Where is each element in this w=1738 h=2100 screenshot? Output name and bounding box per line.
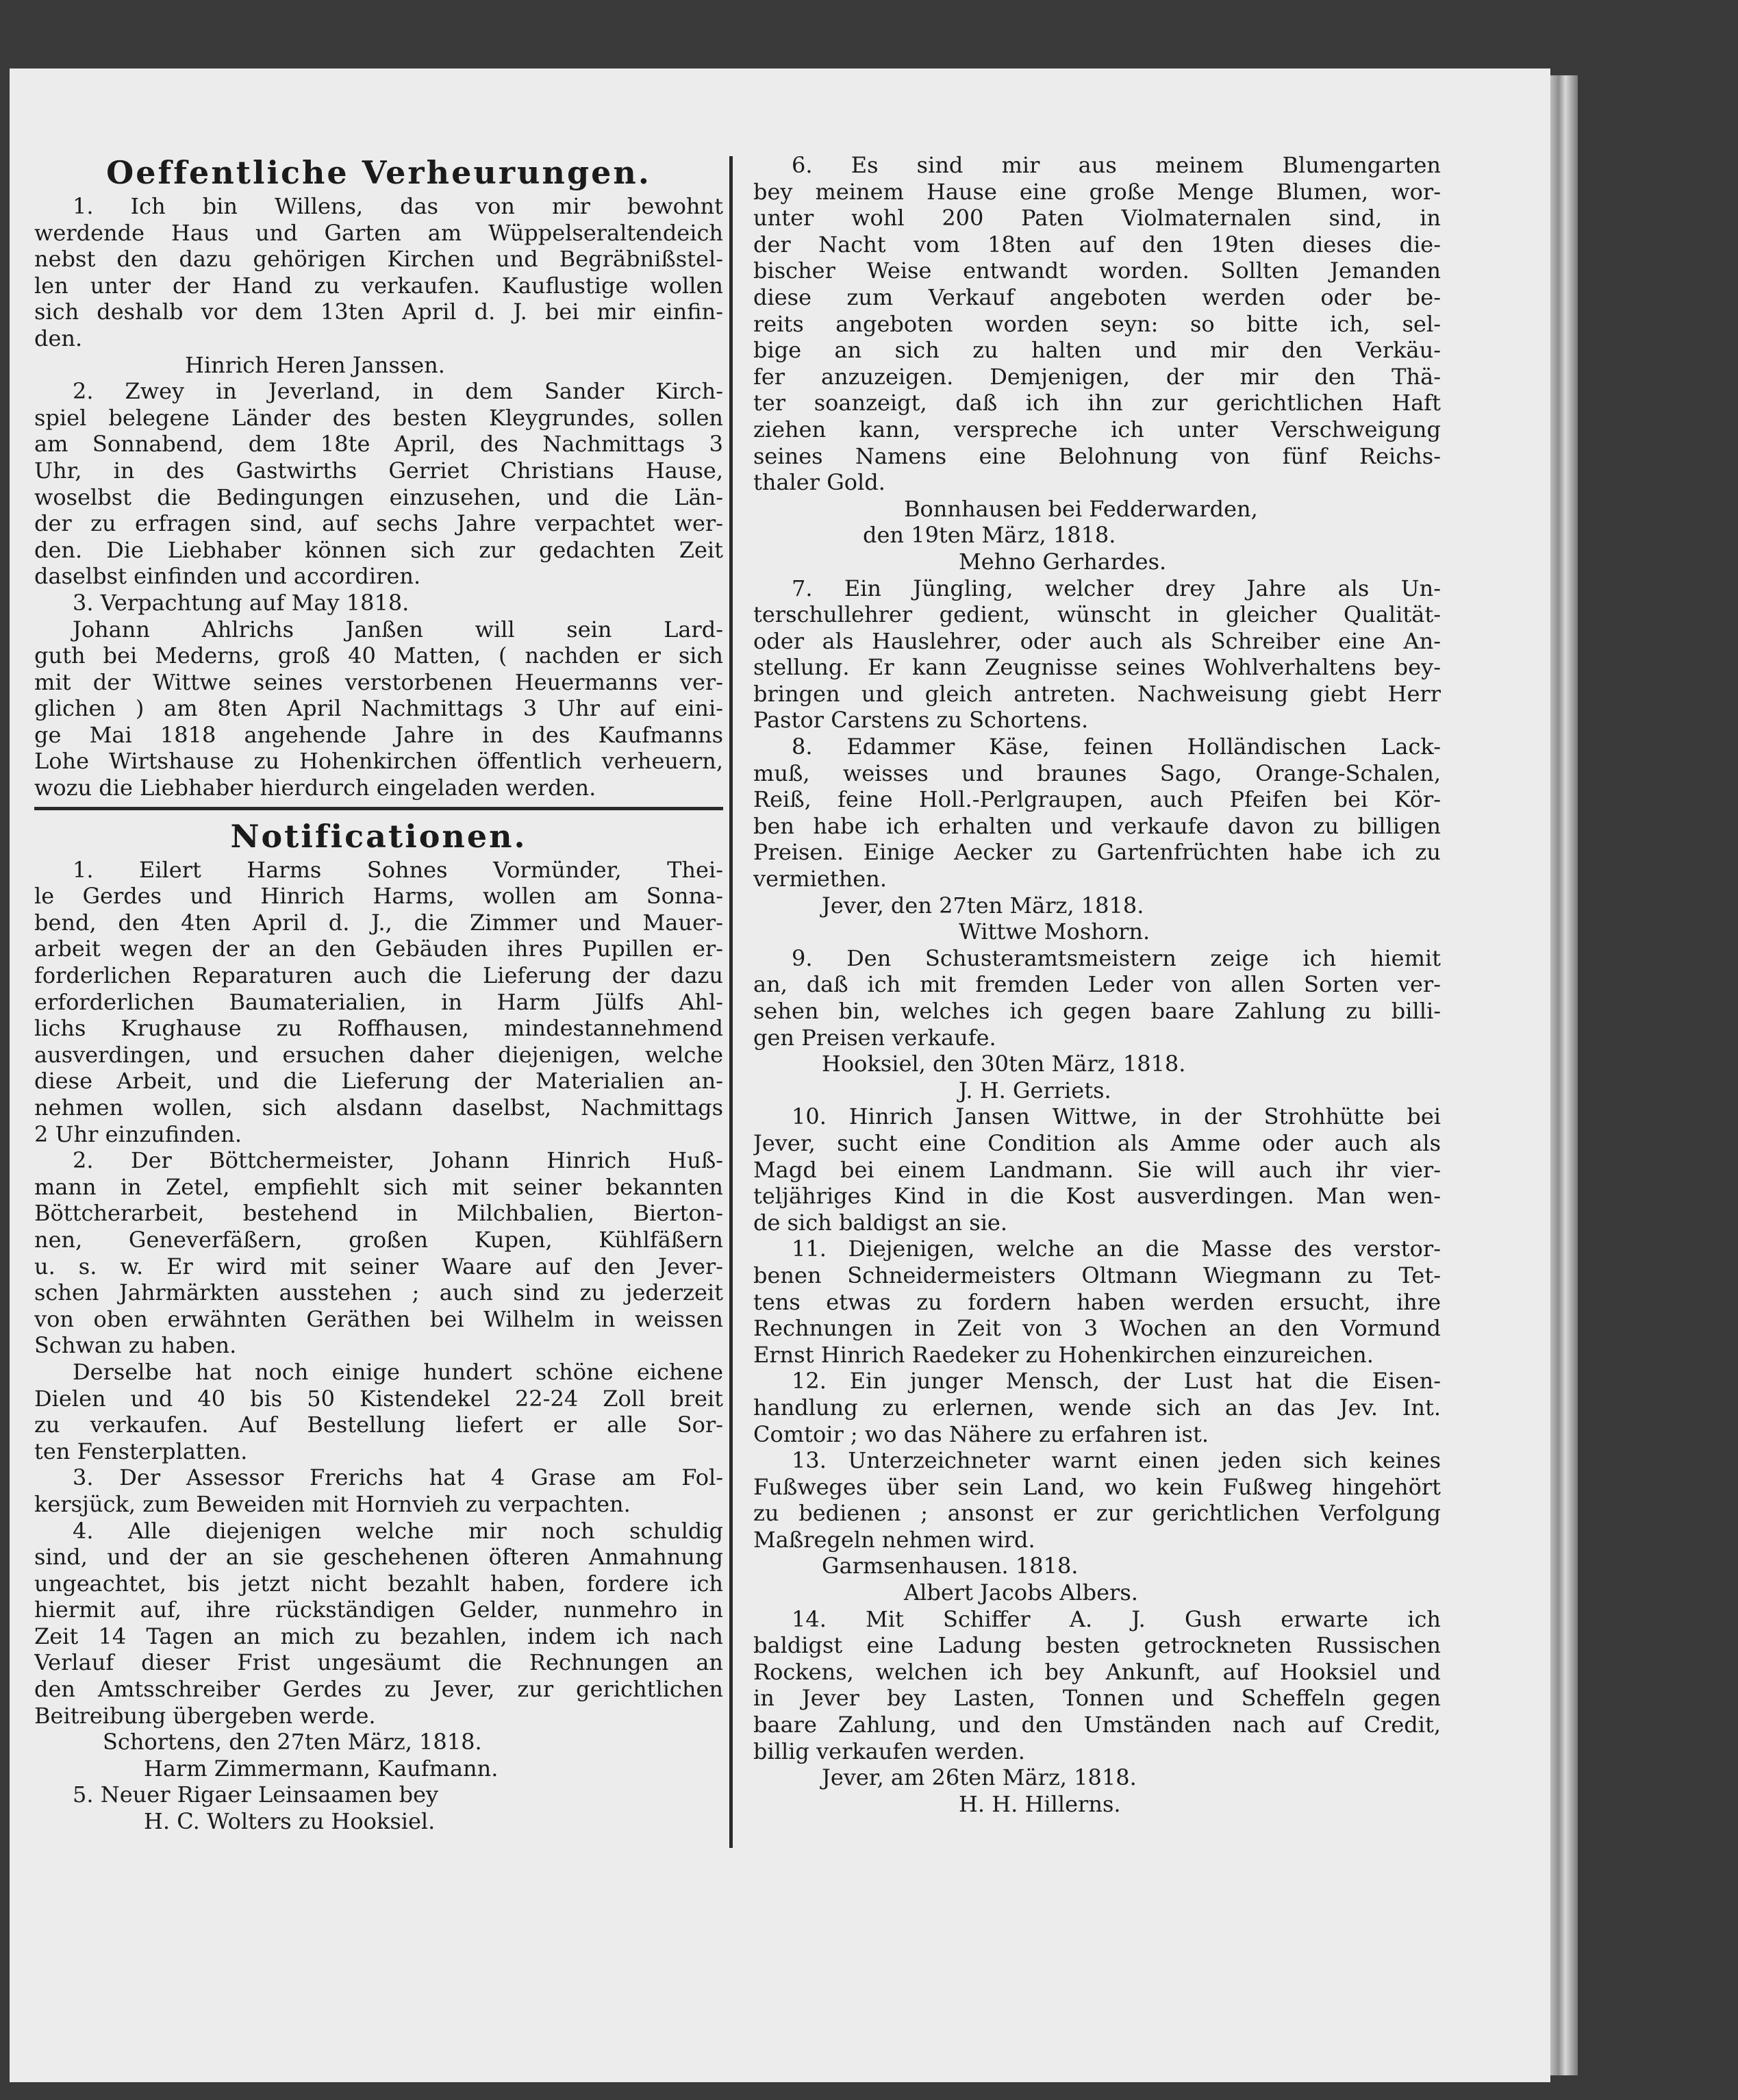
text-line: Maßregeln nehmen wird. <box>753 1526 1035 1553</box>
text-line: forderlichen Reparaturen auch die Lieferung der dazu <box>34 962 723 989</box>
text-line: der zu erfragen sind, auf sechs Jahre verpachtet wer- <box>34 510 723 537</box>
text-line: Rechnungen in Zeit von 3 Wochen an den Vormund <box>753 1315 1441 1342</box>
text-line: fer anzuzeigen. Demjenigen, der mir den Thä- <box>753 363 1441 390</box>
text-line: hiermit auf, ihre rückständigen Gelder, nunmehro in <box>34 1597 723 1623</box>
heading-oeffentliche-verheurungen: Oeffentliche Verheurungen. <box>106 154 651 191</box>
text-line: terschullehrer gedient, wünscht in gleicher Qualität- <box>753 601 1441 628</box>
text-line: ter soanzeigt, daß ich ihn zur gerichtlichen Haft <box>753 390 1441 416</box>
text-line: kersjück, zum Beweiden mit Hornvieh zu verpachten. <box>34 1490 631 1517</box>
text-line: sich deshalb vor dem 13ten April d. J. bei mir einfin- <box>34 299 723 325</box>
text-line: spiel belegene Länder des besten Kleygrundes, sollen <box>34 404 723 431</box>
text-line: Ernst Hinrich Raedeker zu Hohenkirchen einzureichen. <box>753 1341 1374 1368</box>
text-line: den. <box>34 325 83 351</box>
text-line: 1. Eilert Harms Sohnes Vormünder, Thei- <box>73 856 723 883</box>
text-line: billig verkaufen werden. <box>753 1738 1025 1764</box>
text-line: erforderlichen Baumaterialien, in Harm Jülfs Ahl- <box>34 988 723 1015</box>
left-column <box>34 152 723 1835</box>
text-line: stellung. Er kann Zeugnisse seines Wohlverhaltens bey- <box>753 654 1441 681</box>
text-line: Pastor Carstens zu Schortens. <box>753 707 1089 734</box>
text-line: schen Jahrmärkten ausstehen ; auch sind zu jederzeit <box>34 1279 723 1306</box>
text-line: Schortens, den 27ten März, 1818. <box>103 1729 482 1755</box>
text-line: 4. Alle diejenigen welche mir noch schuldig <box>73 1517 723 1544</box>
text-line: bey meinem Hause eine große Menge Blumen, wor- <box>753 178 1441 205</box>
text-line: u. s. w. Er wird mit seiner Waare auf den Jever- <box>34 1253 723 1279</box>
text-line: gen Preisen verkaufe. <box>753 1024 996 1051</box>
text-line: J. H. Gerriets. <box>959 1077 1111 1103</box>
column-divider <box>729 156 733 1848</box>
text-line: Beitreibung übergeben werde. <box>34 1702 376 1729</box>
newspaper-page <box>10 68 1550 2082</box>
text-line: 12. Ein junger Mensch, der Lust hat die Eisen- <box>792 1368 1441 1395</box>
text-line: sind, und der an sie geschehenen öfteren Anmahnung <box>34 1544 723 1571</box>
text-line: von oben erwähnten Geräthen bei Wilhelm in weissen <box>34 1305 723 1332</box>
text-line: ben habe ich erhalten und verkaufe davon zu billigen <box>753 812 1441 839</box>
text-line: den 19ten März, 1818. <box>863 522 1116 549</box>
text-line: 13. Unterzeichneter warnt einen jeden sich keines <box>792 1447 1441 1474</box>
text-line: zu bedienen ; ansonst er zur gerichtlichen Verfolgung <box>753 1500 1441 1527</box>
text-line: woselbst die Bedingungen einzusehen, und die Län- <box>34 484 723 510</box>
text-line: Jever, am 26ten März, 1818. <box>822 1764 1137 1791</box>
text-line: Böttcherarbeit, bestehend in Milchbalien, Bierton- <box>34 1200 723 1227</box>
text-line: Lohe Wirtshause zu Hohenkirchen öffentlich verheuern, <box>34 748 723 775</box>
text-line: teljähriges Kind in die Kost ausverdingen. Man wen- <box>753 1183 1441 1210</box>
heading-notificationen: Notificationen. <box>230 817 527 855</box>
text-line: bischer Weise entwandt worden. Sollten Jemanden <box>753 258 1441 284</box>
section-verheurungen <box>34 193 723 801</box>
text-line: der Nacht vom 18ten auf den 19ten dieses die- <box>753 231 1441 258</box>
text-line: Dielen und 40 bis 50 Kistendekel 22-24 Zoll breit <box>34 1385 723 1412</box>
text-line: Magd bei einem Landmann. Sie will auch ihr vier- <box>753 1156 1441 1183</box>
text-line: nehmen wollen, sich alsdann daselbst, Nachmittags <box>34 1095 723 1121</box>
text-line: den Amtsschreiber Gerdes zu Jever, zur gerichtlichen <box>34 1676 723 1703</box>
text-line: Albert Jacobs Albers. <box>904 1579 1138 1606</box>
text-line: 1. Ich bin Willens, das von mir bewohnt <box>73 193 723 219</box>
text-line: nebst den dazu gehörigen Kirchen und Begräbnißstel- <box>34 246 723 273</box>
text-line: 14. Mit Schiffer A. J. Gush erwarte ich <box>792 1605 1441 1632</box>
text-line: ge Mai 1818 angehende Jahre in des Kaufmanns <box>34 721 723 748</box>
text-line: bend, den 4ten April d. J., die Zimmer und Mauer- <box>34 909 723 936</box>
text-line: 11. Diejenigen, welche an die Masse des verstor- <box>792 1236 1441 1262</box>
text-line: ungeachtet, bis jetzt nicht bezahlt haben, fordere ich <box>34 1570 723 1597</box>
text-line: Johann Ahlrichs Janßen will sein Lard- <box>73 616 723 642</box>
text-line: ten Fensterplatten. <box>34 1438 248 1464</box>
text-line: Wittwe Moshorn. <box>959 918 1150 945</box>
text-line: Jever, den 27ten März, 1818. <box>822 892 1144 918</box>
text-line: Bonnhausen bei Fedderwarden, <box>904 495 1258 522</box>
text-line: bringen und gleich antreten. Nachweisung giebt Herr <box>753 680 1441 707</box>
text-line: Preisen. Einige Aecker zu Gartenfrüchten habe ich zu <box>753 839 1441 866</box>
text-line: Fußweges über sein Land, wo kein Fußweg hingehört <box>753 1473 1441 1500</box>
text-line: 2. Der Böttchermeister, Johann Hinrich Huß- <box>73 1147 723 1174</box>
text-line: thaler Gold. <box>753 469 885 496</box>
text-line: seines Namens eine Belohnung von fünf Reichs- <box>753 442 1441 469</box>
text-line: bige an sich zu halten und mir den Verkäu- <box>753 337 1441 364</box>
text-line: len unter der Hand zu verkaufen. Kauflustige wollen <box>34 272 723 299</box>
text-line: Rockens, welchen ich bey Ankunft, auf Hooksiel und <box>753 1658 1441 1685</box>
text-line: Reiß, feine Holl.-Perlgraupen, auch Pfeifen bei Kör- <box>753 786 1441 813</box>
text-line: 9. Den Schusteramtsmeistern zeige ich hiemit <box>792 945 1441 971</box>
text-line: werdende Haus und Garten am Wüppelseraltendeich <box>34 219 723 246</box>
section-notificationen-continued <box>753 152 1441 1817</box>
text-line: Mehno Gerhardes. <box>959 548 1167 575</box>
text-line: 3. Verpachtung auf May 1818. <box>73 589 410 616</box>
text-line: Verlauf dieser Frist ungesäumt die Rechnungen an <box>34 1649 723 1676</box>
text-line: wozu die Liebhaber hierdurch eingeladen werden. <box>34 775 596 801</box>
section-notificationen <box>34 857 723 1835</box>
text-line: Harm Zimmermann, Kaufmann. <box>144 1755 499 1782</box>
text-line: diese Arbeit, und die Lieferung der Materialien an- <box>34 1068 723 1095</box>
text-line: diese zum Verkauf angeboten werden oder be- <box>753 284 1441 310</box>
text-line: reits angeboten worden seyn: so bitte ich, sel- <box>753 310 1441 337</box>
text-line: 7. Ein Jüngling, welcher drey Jahre als Un- <box>792 575 1441 601</box>
text-line: oder als Hauslehrer, oder auch als Schreiber eine An- <box>753 627 1441 654</box>
text-line: an, daß ich mit fremden Leder von allen Sorten ver- <box>753 971 1441 998</box>
text-line: ausverdingen, und ersuchen daher diejenigen, welche <box>34 1041 723 1068</box>
text-line: vermiethen. <box>753 866 887 892</box>
text-line: 6. Es sind mir aus meinem Blumengarten <box>792 152 1441 178</box>
text-line: 5. Neuer Rigaer Leinsaamen bey <box>73 1782 439 1808</box>
text-line: sehen bin, welches ich gegen baare Zahlung zu billi- <box>753 998 1441 1024</box>
text-line: 3. Der Assessor Frerichs hat 4 Grase am Fol- <box>73 1464 723 1491</box>
right-column <box>753 152 1441 1817</box>
text-line: Hooksiel, den 30ten März, 1818. <box>822 1051 1186 1077</box>
text-line: de sich baldigst an sie. <box>753 1209 1008 1236</box>
page-edge <box>1550 75 1578 2075</box>
text-line: 8. Edammer Käse, feinen Holländischen Lack- <box>792 734 1441 760</box>
section-rule <box>34 807 723 810</box>
text-line: Uhr, in des Gastwirths Gerriet Christians Hause, <box>34 457 723 484</box>
text-line: Zeit 14 Tagen an mich zu bezahlen, indem ich nach <box>34 1623 723 1649</box>
text-line: am Sonnabend, dem 18te April, des Nachmittags 3 <box>34 431 723 458</box>
text-line: arbeit wegen der an den Gebäuden ihres Pupillen er- <box>34 936 723 962</box>
text-line: 2. Zwey in Jeverland, in dem Sander Kirch- <box>73 378 723 405</box>
text-line: mit der Wittwe seines verstorbenen Heuermanns ver- <box>34 668 723 695</box>
text-line: muß, weisses und braunes Sago, Orange-Schalen, <box>753 760 1441 786</box>
text-line: Hinrich Heren Janssen. <box>185 351 445 378</box>
text-line: Jever, sucht eine Condition als Amme oder auch als <box>753 1129 1441 1156</box>
text-line: den. Die Liebhaber können sich zur gedachten Zeit <box>34 536 723 563</box>
text-line: Schwan zu haben. <box>34 1332 237 1359</box>
text-line: Comtoir ; wo das Nähere zu erfahren ist. <box>753 1421 1209 1447</box>
text-line: Derselbe hat noch einige hundert schöne eichene <box>73 1358 723 1385</box>
text-line: handlung zu erlernen, wende sich an das Jev. Int. <box>753 1394 1441 1421</box>
text-line: benen Schneidermeisters Oltmann Wiegmann zu Tet- <box>753 1262 1441 1288</box>
text-line: mann in Zetel, empfiehlt sich mit seiner bekannten <box>34 1173 723 1200</box>
text-line: unter wohl 200 Paten Violmaternalen sind, in <box>753 205 1441 232</box>
text-line: H. H. Hillerns. <box>959 1790 1121 1817</box>
text-line: in Jever bey Lasten, Tonnen und Scheffeln gegen <box>753 1685 1441 1712</box>
text-line: ziehen kann, verspreche ich unter Verschweigung <box>753 416 1441 442</box>
text-line: daselbst einfinden und accordiren. <box>34 563 421 590</box>
text-line: Garmsenhausen. 1818. <box>822 1553 1079 1579</box>
text-line: zu verkaufen. Auf Bestellung liefert er alle Sor- <box>34 1412 723 1438</box>
text-line: lichs Krughause zu Roffhausen, mindestannehmend <box>34 1015 723 1042</box>
text-line: 10. Hinrich Jansen Wittwe, in der Strohhütte bei <box>792 1103 1441 1130</box>
text-line: tens etwas zu fordern haben werden ersucht, ihre <box>753 1288 1441 1315</box>
text-line: nen, Geneverfäßern, großen Kupen, Kühlfäßern <box>34 1226 723 1253</box>
text-line: le Gerdes und Hinrich Harms, wollen am Sonna- <box>34 883 723 910</box>
text-line: guth bei Mederns, groß 40 Matten, ( nachden er sich <box>34 642 723 669</box>
text-line: H. C. Wolters zu Hooksiel. <box>144 1808 436 1835</box>
text-line: baldigst eine Ladung besten getrockneten Russischen <box>753 1632 1441 1659</box>
text-line: 2 Uhr einzufinden. <box>34 1121 242 1147</box>
text-line: baare Zahlung, und den Umständen nach auf Credit, <box>753 1712 1441 1738</box>
text-line: glichen ) am 8ten April Nachmittags 3 Uhr auf eini- <box>34 695 723 722</box>
